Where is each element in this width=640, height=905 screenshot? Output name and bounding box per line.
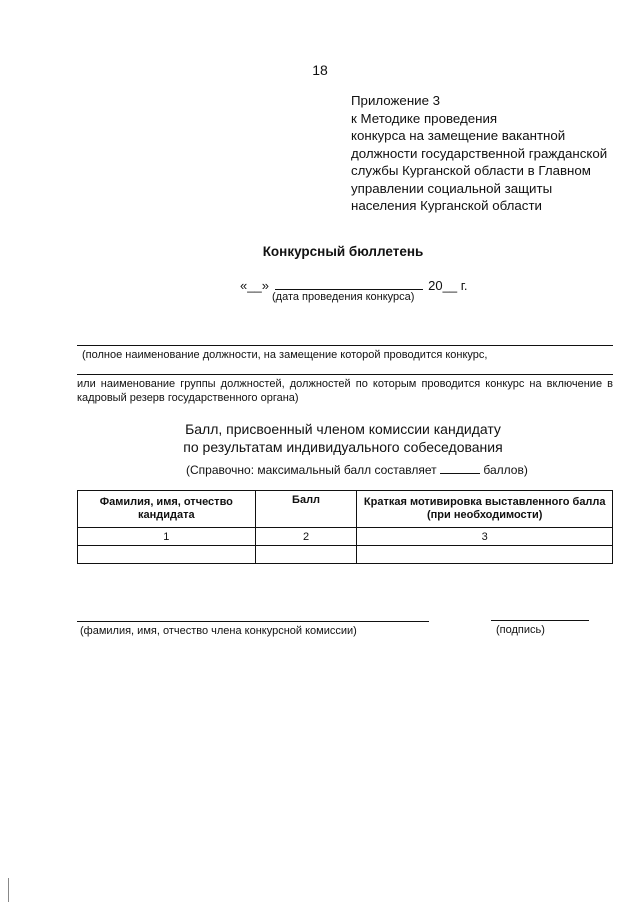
section-heading [0, 420, 640, 456]
position-rule-2 [77, 374, 613, 375]
column-number: 3 [357, 528, 613, 546]
header-candidate-name: Фамилия, имя, отчество кандидата [78, 491, 256, 528]
section-heading-line: Балл, присвоенный членом комиссии кандидату [185, 421, 501, 437]
date-month-blank [275, 277, 423, 290]
max-score-blank [440, 462, 480, 474]
reference-suffix: баллов) [483, 463, 528, 477]
appendix-line: службы Курганской области в Главном [351, 163, 591, 178]
appendix-block [351, 92, 607, 215]
section-heading-line: по результатам индивидуального собеседования [183, 439, 503, 455]
table-row [78, 546, 613, 564]
appendix-line: управлении социальной защиты [351, 180, 553, 196]
date-year: 20__ г. [428, 278, 468, 293]
signature-caption: (подпись) [496, 624, 545, 636]
document-title: Конкурсный бюллетень [262, 244, 424, 259]
appendix-line: к Методике проведения [351, 110, 498, 126]
member-name-rule [77, 621, 429, 622]
reference-prefix: (Справочно: максимальный балл составляет [186, 463, 437, 477]
appendix-line: Приложение 3 [351, 93, 441, 108]
reference-line [186, 462, 528, 477]
appendix-line: населения Курганской области [351, 198, 542, 213]
cell-motivation[interactable] [357, 546, 613, 564]
column-number: 2 [255, 528, 357, 546]
appendix-line: конкурса на замещение вакантной [351, 128, 566, 143]
cell-score[interactable] [255, 546, 357, 564]
cell-candidate-name[interactable] [78, 546, 256, 564]
table-number-row [78, 528, 613, 546]
member-name-caption: (фамилия, имя, отчество члена конкурсной комиссии) [80, 625, 357, 637]
header-score: Балл [255, 491, 357, 528]
position-rule-1 [77, 345, 613, 346]
column-number: 1 [78, 528, 256, 546]
position-caption-1: (полное наименование должности, на замещение которой проводится конкурс, [82, 349, 488, 361]
date-caption: (дата проведения конкурса) [272, 291, 415, 303]
score-table [77, 490, 613, 564]
position-caption-2: или наименование группы должностей, должностей по которым проводится конкурс на включение в кадровый резерв государственного органа) [77, 378, 613, 404]
date-day: «__» [240, 278, 269, 293]
table-header-row [78, 491, 613, 528]
header-motivation: Краткая мотивировка выставленного балла (при необходимости) [357, 491, 613, 528]
appendix-line: должности государственной гражданской [351, 145, 608, 161]
margin-mark [8, 878, 9, 902]
signature-rule [491, 620, 589, 621]
page-number: 18 [312, 62, 328, 78]
